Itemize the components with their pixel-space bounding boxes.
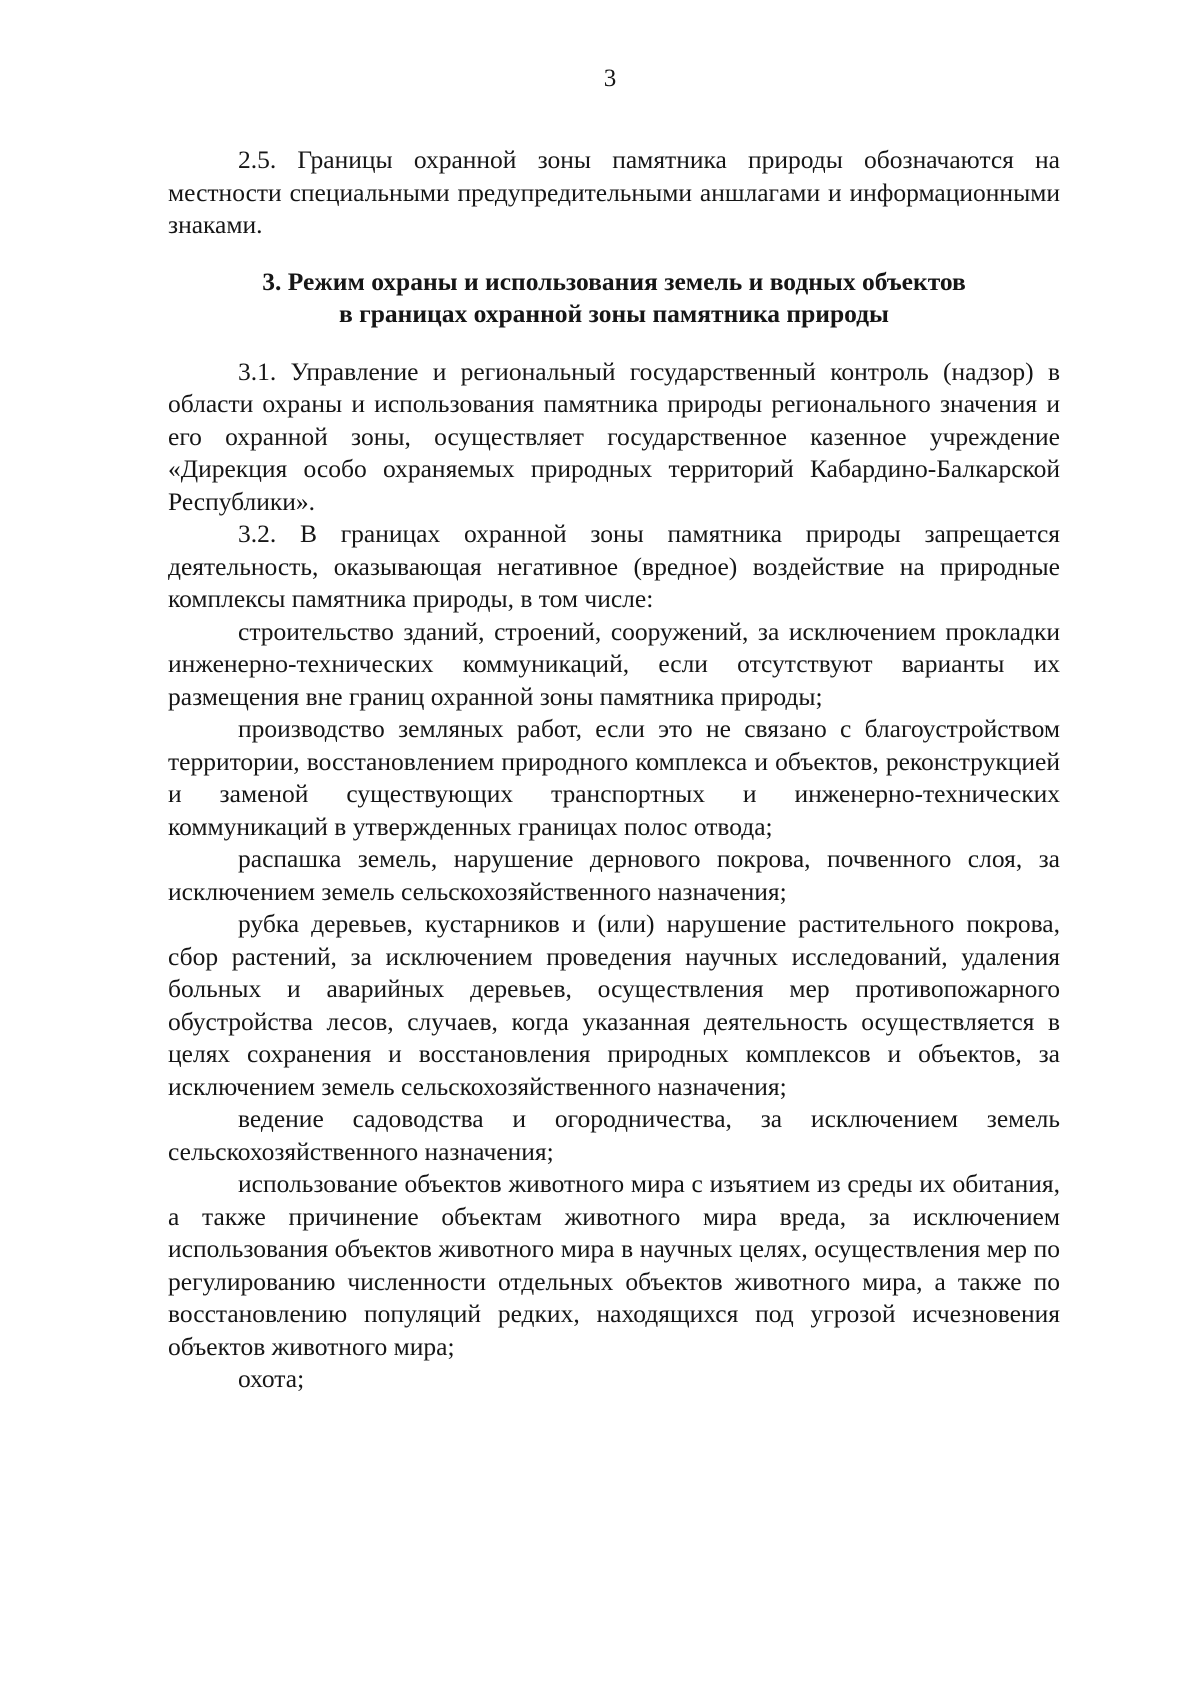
paragraph-3-1: 3.1. Управление и региональный государственный контроль (надзор) в области охраны и использования памятника природы регионального значения и его охранной зоны, осуществляет государственное казенное учреждение «Дирекция особо охраняемых природных территорий Кабардино-Балкарской Республики». [168,356,1060,516]
prohibited-item: строительство зданий, строений, сооружений, за исключением прокладки инженерно-технических коммуникаций, если отсутствуют варианты их размещения вне границ охранной зоны памятника природы; [168,616,1060,711]
section-3-title-line-2: в границах охранной зоны памятника природы [339,299,889,328]
section-3-heading [168,266,1060,331]
prohibited-item: рубка деревьев, кустарников и (или) нарушение растительного покрова, сбор растений, за исключением проведения научных исследований, удаления больных и аварийных деревьев, осуществления мер противопожарного обустройства лесов, случаев, когда указанная деятельность осуществляется в целях сохранения и восстановления природных комплексов и объектов, за исключением земель сельскохозяйственного назначения; [168,909,1060,1101]
section-3-title-line-1: 3. Режим охраны и использования земель и водных объектов [262,266,966,296]
prohibited-item: ведение садоводства и огородничества, за исключением земель сельскохозяйственного назначения; [168,1104,1060,1166]
prohibited-item: производство земляных работ, если это не связано с благоустройством территории, восстановлением природного комплекса и объектов, реконструкцией и заменой существующих транспортных и инженерно-технических коммуникаций в утвержденных границах полос отвода; [168,714,1060,841]
prohibited-item: распашка земель, нарушение дернового покрова, почвенного слоя, за исключением земель сельскохозяйственного назначения; [168,844,1060,906]
paragraph-2-5: 2.5. Границы охранной зоны памятника природы обозначаются на местности специальными предупредительными аншлагами и информационными знаками. [168,145,1060,239]
prohibited-item: охота; [238,1364,305,1393]
page-number: 3 [603,65,617,92]
paragraph-3-2: 3.2. В границах охранной зоны памятника природы запрещается деятельность, оказывающая негативное (вредное) воздействие на природные комплексы памятника природы, в том числе: [168,519,1060,613]
document-body [168,144,1060,1396]
prohibited-item: использование объектов животного мира с изъятием из среды их обитания, а также причинение объектам животного мира вреда, за исключением использования объектов животного мира в научных целях, осуществления мер по регулированию численности отдельных объектов животного мира, а также по восстановлению популяций редких, находящихся под угрозой исчезновения объектов животного мира; [168,1169,1060,1361]
